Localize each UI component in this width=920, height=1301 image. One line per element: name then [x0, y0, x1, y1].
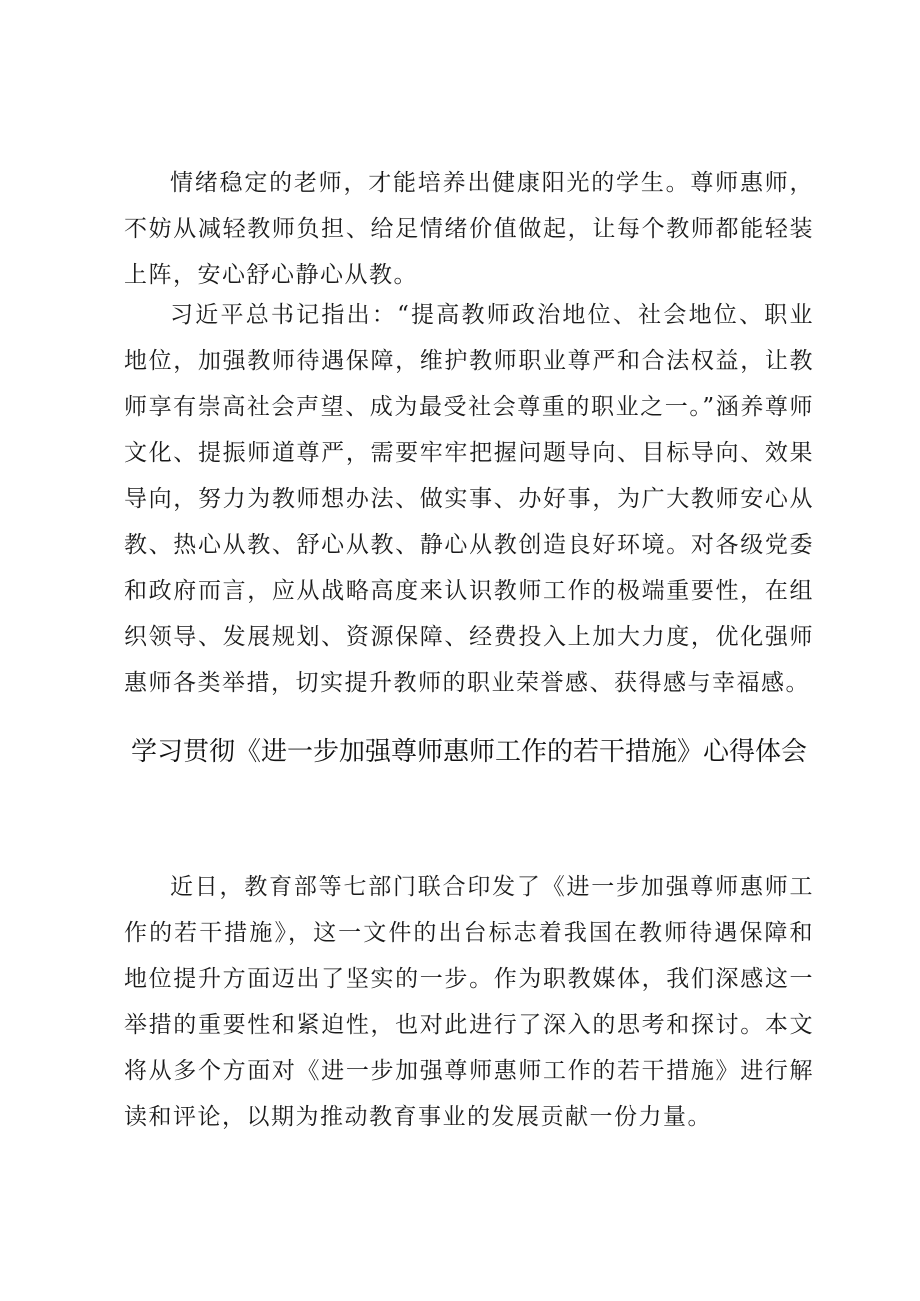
body-paragraph: 习近平总书记指出：“提高教师政治地位、社会地位、职业地位，加强教师待遇保障，维护教师职业尊严和合法权益，让教师享有崇高社会声望、成为最受社会尊重的职业之一。”涵养尊师文化、提振师道尊严，需要牢牢把握问题导向、目标导向、效果导向，努力为教师想办法、做实事、办好事，为广大教师安心从教、热心从教、舒心从教、静心从教创造良好环境。对各级党委和政府而言，应从战略高度来认识教师工作的极端重要性，在组织领导、发展规划、资源保障、经费投入上加大力度，优化强师惠师各类举措，切实提升教师的职业荣誉感、获得感与幸福感。 — [124, 302, 814, 696]
body-paragraph: 近日，教育部等七部门联合印发了《进一步加强尊师惠师工作的若干措施》，这一文件的出台标志着我国在教师待遇保障和地位提升方面迈出了坚实的一步。作为职教媒体，我们深感这一举措的重要性和紧迫性，也对此进行了深入的思考和探讨。本文将从多个方面对《进一步加强尊师惠师工作的若干措施》进行解读和评论，以期为推动教育事业的发展贡献一份力量。 — [124, 874, 814, 1130]
body-paragraph: 情绪稳定的老师，才能培养出健康阳光的学生。尊师惠师，不妨从减轻教师负担、给足情绪价值做起，让每个教师都能轻装上阵，安心舒心静心从教。 — [124, 170, 814, 288]
section-title: 学习贯彻《进一步加强尊师惠师工作的若干措施》心得体会 — [130, 737, 807, 767]
